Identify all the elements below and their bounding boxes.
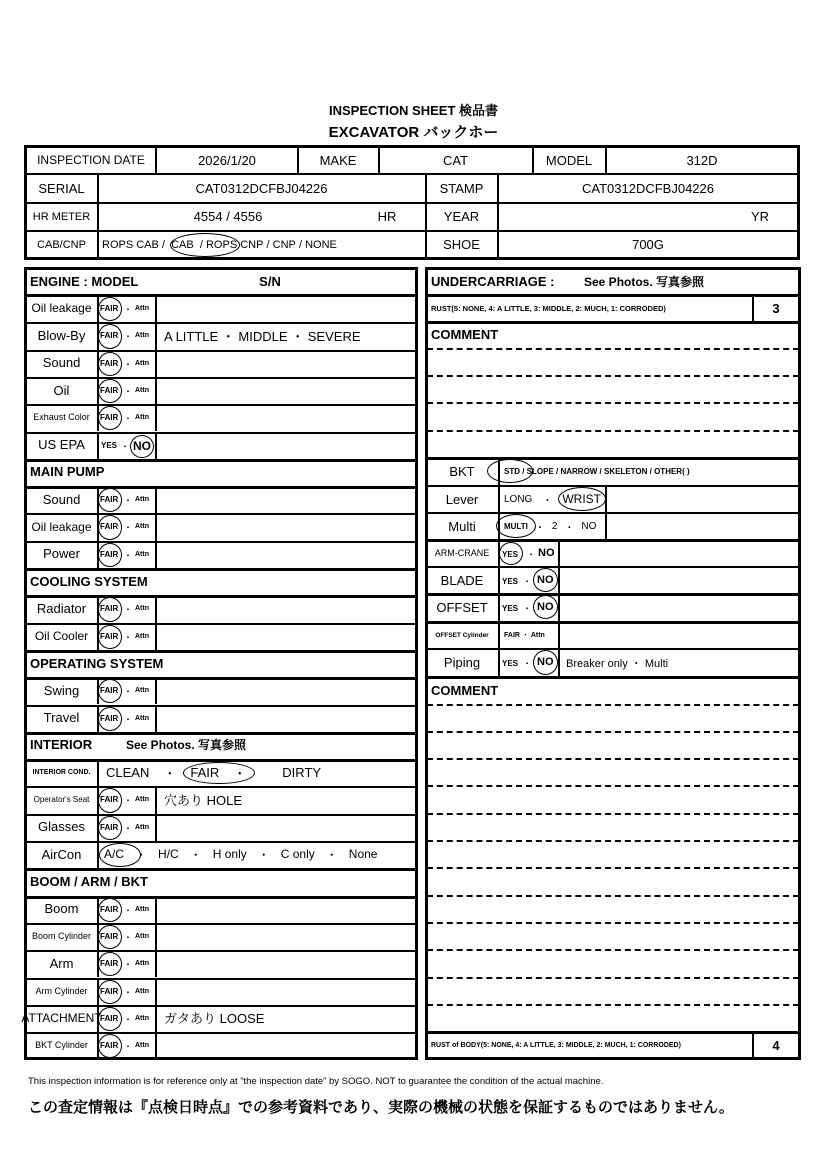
comment-line[interactable] xyxy=(427,348,799,350)
bkt-options: STD / SLOPE / NARROW / SKELETON / OTHER( ) xyxy=(504,466,690,476)
attn-option: Attn xyxy=(135,687,149,695)
hr-unit: HR xyxy=(377,209,397,224)
fair-selected-circle xyxy=(98,543,122,567)
lever-option: LONG xyxy=(504,493,533,505)
engine-row-label: Oil leakage xyxy=(31,301,92,316)
fair-selected-circle xyxy=(98,925,122,949)
main_pump-row-note[interactable] xyxy=(160,541,415,567)
no-option: NO xyxy=(537,574,554,586)
sep: ・ xyxy=(124,523,132,533)
sep: ・ xyxy=(124,332,132,342)
fair-option: FAIR xyxy=(100,904,119,914)
cab-selection-circle xyxy=(170,233,240,257)
sep: ・ xyxy=(564,522,575,534)
boom-row-label: Boom Cylinder xyxy=(31,931,92,942)
sep: ・ xyxy=(527,550,535,559)
sep: ・ xyxy=(124,687,132,697)
comment-line[interactable] xyxy=(427,949,799,951)
interior-cond-option: FAIR xyxy=(190,764,220,780)
fair-option: FAIR xyxy=(100,304,119,313)
engine-row-note[interactable] xyxy=(160,432,415,458)
engine-sn-label: S/N xyxy=(259,273,281,289)
cab-options: ROPS CAB / CAB / ROPS CNP / CNP / NONE xyxy=(102,238,337,251)
yes-option: YES xyxy=(502,550,519,559)
operating-row-label: Travel xyxy=(43,710,80,726)
comment-line[interactable] xyxy=(427,840,799,842)
body-rust-value[interactable]: 4 xyxy=(772,1037,780,1053)
interior-cond-option: ・ xyxy=(233,765,247,781)
operating-row-label: Swing xyxy=(43,682,80,698)
interior-row-note[interactable] xyxy=(160,814,415,840)
no-option: NO xyxy=(537,656,554,668)
body-rust-label: RUST of BODY(5: NONE, 4: A LITTLE, 3: MIDDLE, 2: MUCH, 1: CORRODED) xyxy=(431,1041,681,1049)
fair-option: FAIR xyxy=(100,1013,119,1023)
piping-note: Breaker only ・ Multi xyxy=(566,657,669,670)
sep: ・ xyxy=(542,495,553,507)
interior-title: INTERIOR xyxy=(30,737,93,753)
boom-row-label: BKT Cylinder xyxy=(35,1040,88,1051)
attn-option: Attn xyxy=(135,714,149,722)
multi-option: 2 xyxy=(551,520,558,532)
interior-cond-option: CLEAN xyxy=(106,764,150,780)
fair-option: FAIR xyxy=(100,413,119,423)
main_pump-row-label: Sound xyxy=(42,491,81,507)
attn-option: Attn xyxy=(135,386,149,394)
multi-label: Multi xyxy=(448,518,476,534)
cooling-system-title: COOLING SYSTEM xyxy=(30,573,148,589)
attn-option: Attn xyxy=(135,523,149,531)
comment-line[interactable] xyxy=(427,922,799,924)
cooling-row-note[interactable] xyxy=(160,595,415,621)
attn-option: Attn xyxy=(135,932,149,940)
main_pump-row-note[interactable] xyxy=(160,513,415,539)
stamp-value: CAT0312DCFBJ04226 xyxy=(582,180,714,196)
attn-option: Attn xyxy=(135,359,149,367)
cab-option-selected: CAB xyxy=(171,238,194,251)
offset-cylinder-label: OFFSET Cylinder xyxy=(435,631,489,639)
multi-option: NO xyxy=(581,520,597,532)
fair-selected-circle xyxy=(98,515,122,539)
multi-option-selected: MULTI xyxy=(504,521,528,531)
sep: ・ xyxy=(121,441,129,451)
sep: ・ xyxy=(523,659,531,668)
sheet-subtitle: EXCAVATOR バックホー xyxy=(328,124,499,141)
interior-cond-option: ・ xyxy=(163,765,177,781)
attn-option: Attn xyxy=(135,796,149,804)
cooling-row-note[interactable] xyxy=(160,623,415,649)
yes-option: YES xyxy=(502,659,519,668)
comment-line[interactable] xyxy=(427,704,799,706)
comment-line[interactable] xyxy=(427,731,799,733)
blade-label: BLADE xyxy=(440,572,484,588)
comment-line[interactable] xyxy=(427,785,799,787)
cooling-row-label: Oil Cooler xyxy=(34,628,89,643)
operating-row-note[interactable] xyxy=(160,705,415,731)
blade-selected-circle xyxy=(533,568,558,592)
sep: ・ xyxy=(124,496,132,506)
engine-row-note[interactable]: A LITTLE ・ MIDDLE ・ SEVERE xyxy=(164,328,361,344)
fair-option: FAIR xyxy=(100,522,119,532)
fair-option: FAIR xyxy=(100,358,119,368)
attachments-comment-label: COMMENT xyxy=(431,682,499,698)
attn-option: Attn xyxy=(135,496,149,504)
shoe-label: SHOE xyxy=(443,237,480,252)
yes-option: YES xyxy=(101,440,118,450)
engine-row-note[interactable] xyxy=(160,404,415,430)
aircon-options xyxy=(100,841,412,867)
boom-row-note[interactable] xyxy=(160,978,415,1004)
sep: ・ xyxy=(124,960,132,970)
fair-selected-circle xyxy=(98,352,122,376)
fair-selected-circle xyxy=(98,1007,122,1031)
boom-row-note[interactable] xyxy=(160,950,415,976)
undercarriage-rust-label: RUST(5: NONE, 4: A LITTLE, 3: MIDDLE, 2: MUCH, 1: CORRODED) xyxy=(431,303,666,313)
fair-option: FAIR xyxy=(100,713,119,723)
sep: ・ xyxy=(124,987,132,997)
undercarriage-title: UNDERCARRIAGE : xyxy=(431,273,555,289)
interior-cond-option: DIRTY xyxy=(282,764,322,780)
inspection-date-label: INSPECTION DATE xyxy=(37,153,145,167)
no-option: NO xyxy=(538,547,555,559)
boom-row-note[interactable] xyxy=(160,1032,415,1058)
sep: ・ xyxy=(534,522,545,534)
aircon-option: None xyxy=(348,847,378,862)
main_pump-row-note[interactable] xyxy=(160,486,415,512)
attn-option: Attn xyxy=(135,1014,149,1022)
fair-option: FAIR xyxy=(100,986,119,996)
no-option: NO xyxy=(133,438,151,453)
fair-selected-circle xyxy=(98,980,122,1004)
interior-row-label: Glasses xyxy=(38,819,85,835)
year-unit: YR xyxy=(750,209,770,224)
hr-meter-label: HR METER xyxy=(32,210,91,223)
undercarriage-rust-value[interactable]: 3 xyxy=(772,300,780,316)
fair-option: FAIR xyxy=(100,931,119,941)
attn-option: Attn xyxy=(135,550,149,558)
boom-row-label: Boom xyxy=(44,901,79,917)
fair-option: FAIR xyxy=(100,331,119,341)
fair-option: FAIR xyxy=(100,549,119,559)
boom-row-note[interactable] xyxy=(160,896,415,922)
attn-option: Attn xyxy=(135,632,149,640)
offset-label: OFFSET xyxy=(436,599,488,615)
aircon-option: H only xyxy=(212,847,247,862)
boom-row-note[interactable] xyxy=(160,923,415,949)
yes-option: YES xyxy=(502,604,519,613)
model-value: 312D xyxy=(686,152,718,168)
fair-selected-circle xyxy=(98,379,122,403)
undercarriage-comment-label: COMMENT xyxy=(431,326,499,342)
shoe-value: 700G xyxy=(632,237,664,252)
cab-label: CAB/CNP xyxy=(37,238,86,251)
boom-arm-bkt-title: BOOM / ARM / BKT xyxy=(30,873,148,889)
sep: ・ xyxy=(124,550,132,560)
sep: ・ xyxy=(124,632,132,642)
aircon-option: ・ xyxy=(325,847,338,862)
fair-selected-circle xyxy=(98,707,122,731)
aircon-option: C only xyxy=(280,847,315,862)
make-value: CAT xyxy=(442,152,469,168)
attn-option: Attn xyxy=(135,1042,149,1050)
arm-crane-selected-circle xyxy=(499,542,523,565)
attn-option: Attn xyxy=(135,605,149,613)
attn-option: Attn xyxy=(135,960,149,968)
engine-row-label: US EPA xyxy=(38,437,85,453)
no-selected-circle xyxy=(130,435,154,458)
interior-row-label: Operator's Seat xyxy=(33,795,90,805)
aircon-option: H/C xyxy=(158,847,179,862)
operating-row-note[interactable] xyxy=(160,677,415,703)
fair-option: FAIR xyxy=(100,686,119,696)
comment-line[interactable] xyxy=(427,430,799,432)
sep: ・ xyxy=(124,1042,132,1052)
lever-label: Lever xyxy=(445,491,479,507)
aircon-label: AirCon xyxy=(41,846,82,862)
comment-line[interactable] xyxy=(427,1004,799,1006)
fair-option: FAIR xyxy=(100,631,119,641)
year-value xyxy=(498,203,738,230)
main_pump-row-label: Power xyxy=(43,546,80,562)
fair-selected-circle xyxy=(98,625,122,649)
engine-row-label: Oil xyxy=(53,382,70,398)
comment-line[interactable] xyxy=(427,402,799,404)
multi-selected-circle xyxy=(496,514,536,538)
sep: ・ xyxy=(124,823,132,833)
sep: ・ xyxy=(124,905,132,915)
sep: ・ xyxy=(523,604,531,613)
sep: ・ xyxy=(124,305,132,314)
boom-row-note[interactable]: ガタあり LOOSE xyxy=(164,1011,265,1027)
lever-option-selected: WRIST xyxy=(562,492,602,506)
aircon-option: A/C xyxy=(104,847,125,862)
boom-row-label: Arm Cylinder xyxy=(35,985,88,996)
fair-option: FAIR xyxy=(100,822,119,832)
no-option: NO xyxy=(537,601,554,613)
boom-row-label: Arm xyxy=(49,955,74,971)
offset-selected-circle xyxy=(533,595,558,619)
attn-option: Attn xyxy=(135,905,149,913)
sep: ・ xyxy=(124,414,132,424)
attn-option: Attn xyxy=(135,305,149,312)
comment-line[interactable] xyxy=(427,375,799,377)
fair-option: FAIR xyxy=(100,959,119,969)
bkt-selected-circle xyxy=(487,459,533,483)
aircon-option: ・ xyxy=(189,847,202,862)
yes-option: YES xyxy=(502,577,519,586)
attn-option: Attn xyxy=(135,987,149,995)
piping-selected-circle xyxy=(533,650,558,675)
fair-selected-circle xyxy=(98,597,122,621)
engine-row-label: Exhaust Color xyxy=(33,412,90,423)
serial-value: CAT0312DCFBJ04226 xyxy=(195,180,328,196)
sep: ・ xyxy=(124,386,132,396)
inspection-date-value: 2026/1/20 xyxy=(198,152,256,168)
sep: ・ xyxy=(523,577,531,586)
make-label: MAKE xyxy=(319,152,357,168)
sep: ・ xyxy=(124,1014,132,1024)
lever-selected-circle xyxy=(558,487,606,511)
model-label: MODEL xyxy=(545,152,593,168)
engine-row-label: Blow-By xyxy=(37,327,86,343)
comment-line[interactable] xyxy=(427,758,799,760)
attn-option: Attn xyxy=(135,332,149,340)
comment-line[interactable] xyxy=(427,867,799,869)
aircon-option: ・ xyxy=(135,847,148,862)
fair-selected-circle xyxy=(98,788,122,812)
year-label: YEAR xyxy=(443,209,480,224)
aircon-option: ・ xyxy=(257,847,270,862)
fair-selected-circle xyxy=(98,816,122,840)
sep: ・ xyxy=(124,796,132,806)
undercarriage-see-photos: See Photos. 写真参照 xyxy=(584,274,705,289)
sep: ・ xyxy=(124,932,132,942)
main-pump-title: MAIN PUMP xyxy=(30,464,105,480)
sep: ・ xyxy=(124,714,132,724)
stamp-label: STAMP xyxy=(439,180,484,196)
operating-system-title: OPERATING SYSTEM xyxy=(30,655,164,671)
engine-title: ENGINE : MODEL xyxy=(30,273,139,289)
engine-row-label: Sound xyxy=(42,355,81,371)
fair-option: FAIR xyxy=(100,604,119,614)
disclaimer-english: This inspection information is for reference only at ”the inspection date” by SOGO. NOT to guarantee the condition of the actual machine. xyxy=(28,1076,604,1087)
engine-row-note[interactable] xyxy=(160,377,415,403)
disclaimer-japanese: この査定情報は『点検日時点』での参考資料であり、実際の機械の状態を保証するものではありません。 xyxy=(28,1099,734,1116)
attn-option: Attn xyxy=(135,414,149,422)
comment-line[interactable] xyxy=(427,895,799,897)
fair-option: FAIR xyxy=(100,1041,119,1051)
main_pump-row-label: Oil leakage xyxy=(31,519,92,534)
offset-cylinder-options: FAIR ・ Attn xyxy=(504,632,545,639)
fair-selected-circle xyxy=(98,898,122,922)
engine-row-note[interactable] xyxy=(160,295,415,321)
comment-line[interactable] xyxy=(427,977,799,979)
bkt-label: BKT xyxy=(449,463,475,479)
engine-row-note[interactable] xyxy=(160,350,415,376)
serial-label: SERIAL xyxy=(38,180,85,196)
fair-selected-circle xyxy=(98,324,122,348)
piping-label: Piping xyxy=(443,655,481,670)
sep: ・ xyxy=(124,359,132,369)
interior-see-photos: See Photos. 写真参照 xyxy=(126,738,247,753)
interior-cond-label: INTERIOR COND. xyxy=(32,768,91,776)
sep: ・ xyxy=(124,605,132,615)
fair-option: FAIR xyxy=(100,495,119,505)
fair-option: FAIR xyxy=(100,795,119,805)
fair-option: FAIR xyxy=(100,385,119,395)
interior-row-note[interactable]: 穴あり HOLE xyxy=(164,793,243,809)
sheet-title: INSPECTION SHEET 検品書 xyxy=(328,103,499,118)
hr-meter-value: 4554 / 4556 xyxy=(193,209,263,224)
comment-line[interactable] xyxy=(427,813,799,815)
attn-option: Attn xyxy=(135,823,149,831)
cooling-row-label: Radiator xyxy=(36,600,87,616)
boom-row-label: ATTACHMENT xyxy=(21,1010,102,1025)
arm-crane-label: ARM-CRANE xyxy=(434,548,490,558)
interior-cond-options xyxy=(100,759,410,785)
